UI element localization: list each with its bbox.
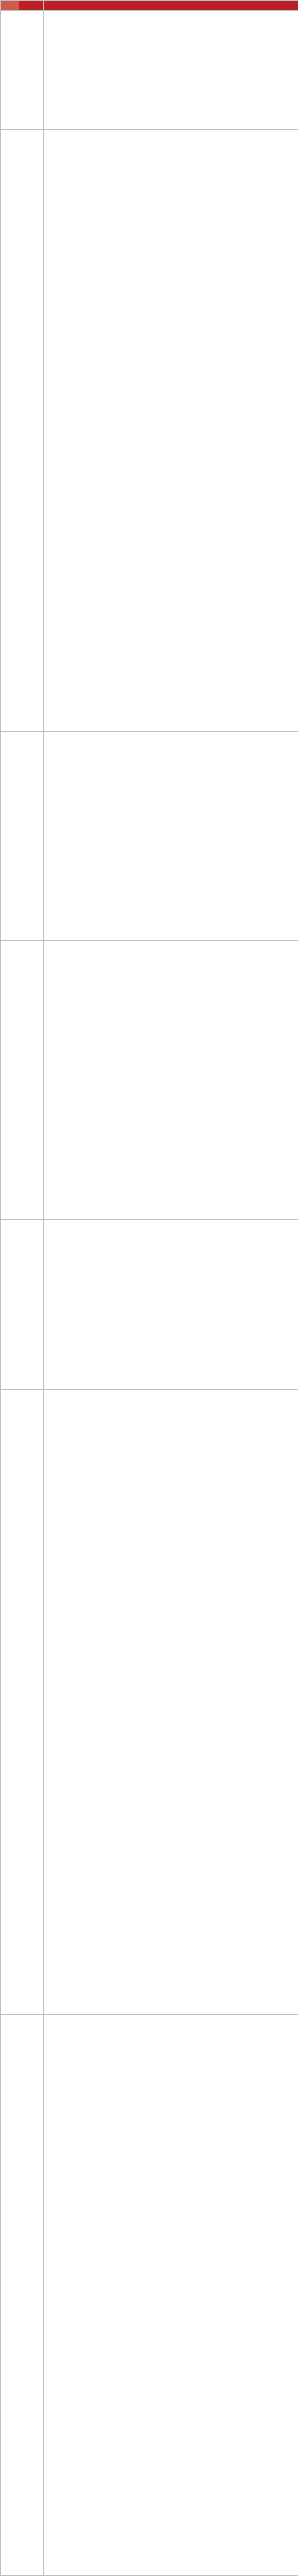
table-row bbox=[1, 1502, 298, 1795]
region-cell bbox=[1, 2215, 19, 2576]
body-cell bbox=[105, 130, 298, 194]
topic-cell bbox=[44, 1390, 105, 1502]
header-topic bbox=[44, 1, 105, 11]
topic-cell bbox=[44, 11, 105, 130]
time-cell bbox=[19, 368, 44, 732]
region-cell bbox=[1, 11, 19, 130]
region-cell bbox=[1, 130, 19, 194]
body-cell bbox=[105, 1155, 298, 1220]
region-cell bbox=[1, 1155, 19, 1220]
topic-cell bbox=[44, 732, 105, 941]
region-cell bbox=[1, 194, 19, 368]
time-cell bbox=[19, 2015, 44, 2215]
table-row bbox=[1, 11, 298, 130]
time-cell bbox=[19, 11, 44, 130]
header-region bbox=[1, 1, 19, 11]
table-row bbox=[1, 1155, 298, 1220]
body-cell bbox=[105, 2215, 298, 2576]
topic-cell bbox=[44, 2215, 105, 2576]
topic-cell bbox=[44, 1795, 105, 2015]
topic-cell bbox=[44, 194, 105, 368]
body-cell bbox=[105, 194, 298, 368]
time-cell bbox=[19, 732, 44, 941]
table-row bbox=[1, 732, 298, 941]
region-cell bbox=[1, 941, 19, 1155]
topic-cell bbox=[44, 1502, 105, 1795]
table-row bbox=[1, 2215, 298, 2576]
topic-cell bbox=[44, 130, 105, 194]
time-cell bbox=[19, 130, 44, 194]
topic-cell bbox=[44, 368, 105, 732]
body-cell bbox=[105, 1502, 298, 1795]
body-cell bbox=[105, 2015, 298, 2215]
table-row bbox=[1, 368, 298, 732]
body-cell bbox=[105, 732, 298, 941]
topic-cell bbox=[44, 2015, 105, 2215]
time-cell bbox=[19, 1795, 44, 2015]
table-row bbox=[1, 194, 298, 368]
table-row bbox=[1, 941, 298, 1155]
body-cell bbox=[105, 1795, 298, 2015]
time-cell bbox=[19, 1390, 44, 1502]
time-cell bbox=[19, 941, 44, 1155]
region-cell bbox=[1, 732, 19, 941]
time-cell bbox=[19, 1155, 44, 1220]
table-row bbox=[1, 130, 298, 194]
time-cell bbox=[19, 194, 44, 368]
region-cell bbox=[1, 1502, 19, 1795]
region-cell bbox=[1, 368, 19, 732]
region-cell bbox=[1, 1220, 19, 1390]
table-row bbox=[1, 1795, 298, 2015]
table-row bbox=[1, 1220, 298, 1390]
header-time bbox=[19, 1, 44, 11]
topic-cell bbox=[44, 1155, 105, 1220]
table-row bbox=[1, 2015, 298, 2215]
body-cell bbox=[105, 1390, 298, 1502]
topic-cell bbox=[44, 941, 105, 1155]
header-row bbox=[1, 1, 298, 11]
region-cell bbox=[1, 1390, 19, 1502]
region-cell bbox=[1, 2015, 19, 2215]
body-cell bbox=[105, 368, 298, 732]
time-cell bbox=[19, 1502, 44, 1795]
body-cell bbox=[105, 1220, 298, 1390]
topic-cell bbox=[44, 1220, 105, 1390]
table-row bbox=[1, 1390, 298, 1502]
region-cell bbox=[1, 1795, 19, 2015]
time-cell bbox=[19, 1220, 44, 1390]
header-body bbox=[105, 1, 298, 11]
time-cell bbox=[19, 2215, 44, 2576]
body-cell bbox=[105, 11, 298, 130]
body-cell bbox=[105, 941, 298, 1155]
